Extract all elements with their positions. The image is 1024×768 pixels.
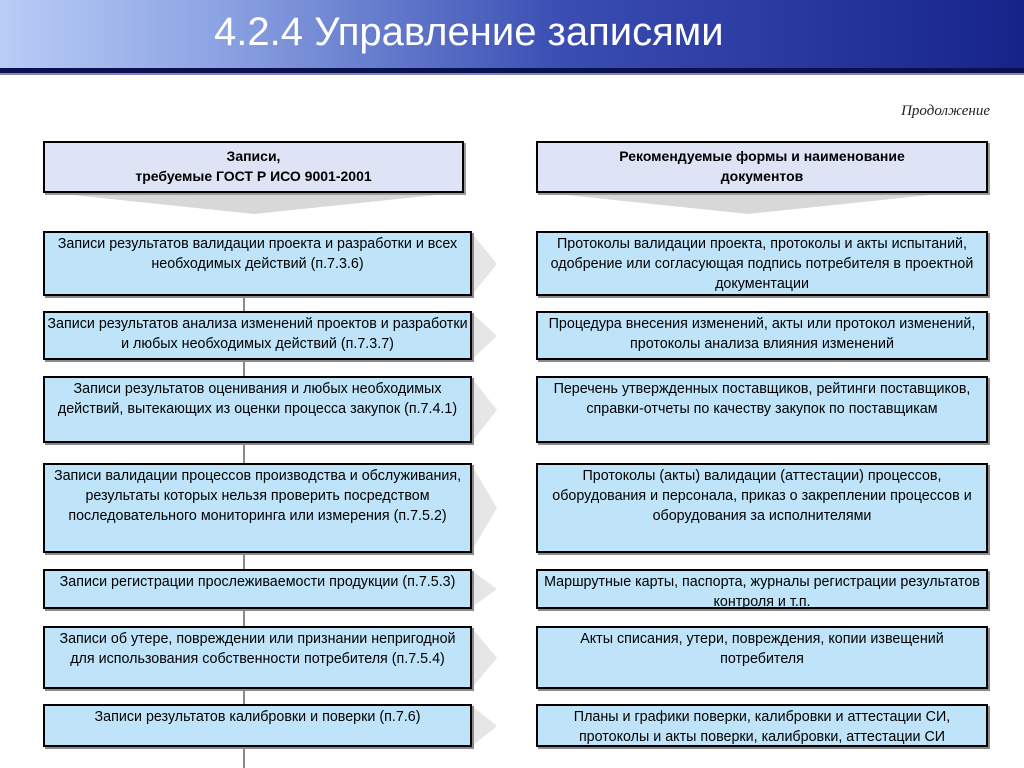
- record-requirement-box: Записи регистрации прослеживаемости продукции (п.7.5.3): [43, 569, 472, 609]
- record-requirement-box: Записи результатов калибровки и поверки (п.7.6): [43, 704, 472, 747]
- continuation-label: Продолжение: [901, 103, 990, 119]
- document-form-box: Протоколы (акты) валидации (аттестации) процессов, оборудования и персонала, приказ о закреплении процессов и оборудования за исполнителями: [536, 463, 988, 553]
- right-header-pointer: [538, 192, 958, 214]
- document-form-box: Акты списания, утери, повреждения, копии извещений потребителя: [536, 626, 988, 689]
- row-arrow: [471, 377, 497, 443]
- left-column-header: Записи, требуемые ГОСТ Р ИСО 9001-2001: [43, 141, 464, 193]
- connector-line: [243, 443, 245, 463]
- record-requirement-box: Записи результатов оценивания и любых необходимых действий, вытекающих из оценки процесса закупок (п.7.4.1): [43, 376, 472, 443]
- connector-line: [243, 609, 245, 626]
- connector-line: [243, 553, 245, 569]
- slide-title: 4.2.4 Управление записями: [214, 10, 724, 54]
- document-form-box: Маршрутные карты, паспорта, журналы регистрации результатов контроля и т.п.: [536, 569, 988, 609]
- row-arrow: [471, 705, 497, 747]
- record-requirement-box: Записи об утере, повреждении или признании непригодной для использования собственности потребителя (п.7.5.4): [43, 626, 472, 689]
- row-arrow: [471, 570, 497, 608]
- left-header-pointer: [44, 192, 464, 214]
- row-arrow: [471, 232, 497, 296]
- right-column-header: Рекомендуемые формы и наименование документов: [536, 141, 988, 193]
- record-requirement-box: Записи результатов анализа изменений проектов и разработки и любых необходимых действий (п.7.3.7): [43, 311, 472, 360]
- document-form-box: Перечень утвержденных поставщиков, рейтинги поставщиков, справки-отчеты по качеству закупок по поставщикам: [536, 376, 988, 443]
- row-arrow: [471, 312, 497, 360]
- connector-line: [243, 689, 245, 704]
- connector-line: [243, 747, 245, 768]
- document-form-box: Процедура внесения изменений, акты или протокол изменений, протоколы анализа влияния изменений: [536, 311, 988, 360]
- row-arrow: [471, 464, 497, 552]
- connector-line: [243, 296, 245, 311]
- record-requirement-box: Записи валидации процессов производства и обслуживания, результаты которых нельзя проверить посредством последовательного мониторинга или измерения (п.7.5.2): [43, 463, 472, 553]
- row-arrow: [471, 627, 497, 689]
- document-form-box: Планы и графики поверки, калибровки и аттестации СИ, протоколы и акты поверки, калибровки, аттестации СИ: [536, 704, 988, 747]
- record-requirement-box: Записи результатов валидации проекта и разработки и всех необходимых действий (п.7.3.6): [43, 231, 472, 296]
- document-form-box: Протоколы валидации проекта, протоколы и акты испытаний, одобрение или согласующая подпись потребителя в проектной документации: [536, 231, 988, 296]
- title-divider-shadow: [0, 73, 1024, 75]
- connector-line: [243, 360, 245, 376]
